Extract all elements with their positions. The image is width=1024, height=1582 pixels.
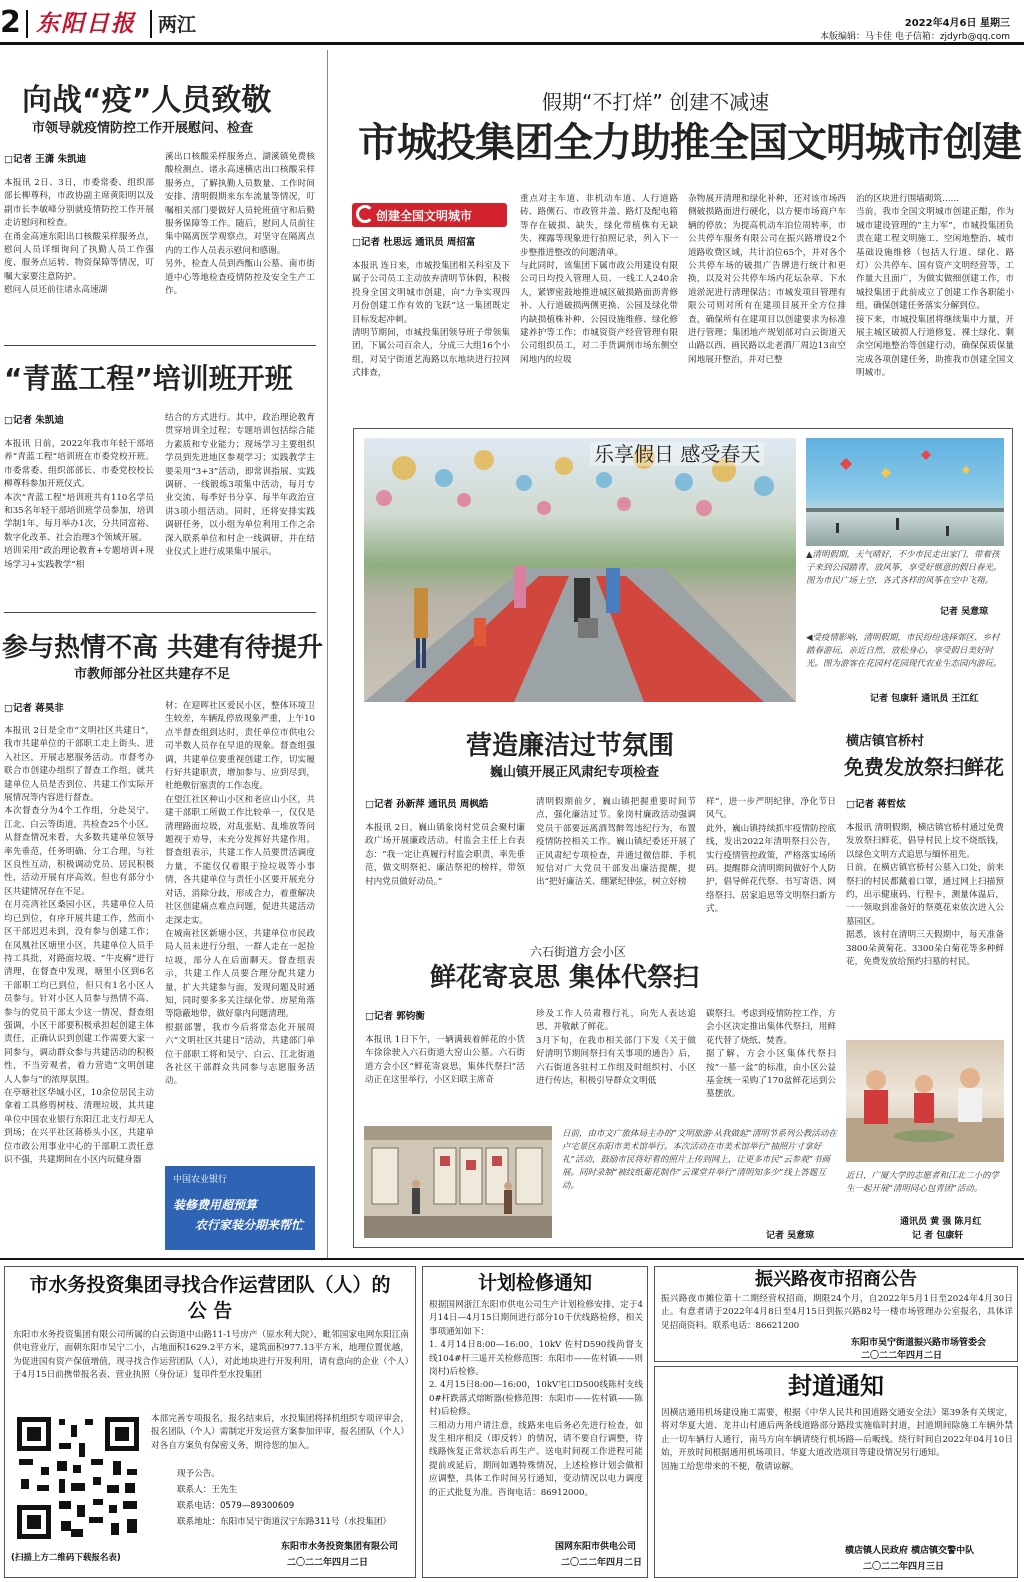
clean-subtitle: 巍山镇开展正风肃纪专项检查 xyxy=(490,765,660,780)
water-date: 二〇二二年四月二日 xyxy=(287,1558,369,1568)
water-contact-person: 联系人：王先生 xyxy=(177,1485,238,1495)
clean-title: 营造廉洁过节氛围 xyxy=(466,731,675,761)
road-notice-title: 封道通知 xyxy=(788,1372,884,1400)
water-notice-heading: 现予公告。 xyxy=(177,1469,220,1479)
park-caption: ◀受疫情影响，清明假期，市民纷纷选择郊区、乡村踏春游玩，亲近自然，放松身心，享受假日美好时光。图为游客在花园村花园现代农业生态园内游玩。 xyxy=(806,633,1002,669)
flowers-col1: 本报讯 1日下午，一辆满载着鲜花的小货车徐徐驶入六石街道大窑山公墓。六石街道方会小区“鲜花寄哀思，集体代祭扫”活动正在这里举行，小区妇联主席奇 xyxy=(365,1035,525,1086)
main-col2: 重点对主车道、非机动车道、人行道路砖、路侧石、市政管井盖、路灯及配电箱等存在破损、缺失，绿化带植株有无缺失、裸露等现象进行拍照记录，列入下一步整推进整改的问题清单。 与此同时，该集团下属市政公用建设有限公司日均投入管理人员、一线工人240余人，紧锣密鼓地推进城区破损路面沥青修补、人行道破损两侧更换、公园及绿化带内缺损植株补种、公园设施维修、绿化修建养护等工作；市城资资产经营管理有限公司组织员工，对二手货调剂市场东侧空闲地内的垃圾 xyxy=(520,194,678,365)
guanqiao-byline: □记者 蒋哲炫 xyxy=(846,799,906,810)
flowers-title: 鲜花寄哀思 集体代祭扫 xyxy=(430,963,700,993)
qinglan-col2: 结合的方式进行。其中，政治理论教育贯穿培训全过程；专题培训包括综合能力素质和专业能力；现场学习主要组织学员到先进地区参观学习；实践教学主要采用“3+3”活动，即常训指展、实践调研、一线锻炼3项集中活动，每月专业交流、每季好书分享、每半年政治宣讲3项小组活动。同时，还将安排实践调研任务，以小组为单位利用工作之余深入联系单位和村企一线调研，并在结业仪式上进行成果集中展示。 xyxy=(165,413,315,558)
badge-logo-icon xyxy=(356,205,374,223)
qr-code[interactable] xyxy=(13,1413,143,1543)
kite-caption: ▲清明假期，天气晴好，不少市民走出家门，带着孩子来到公园踏青、放风筝，享受好惬意的假日春光。图为市民广场上空，各式各样的风筝在空中飞翔。 xyxy=(806,550,1002,586)
qinglan-title: “青蓝工程”培训班开班 xyxy=(4,362,293,395)
photo-feature-title: 乐享假日 感受春天 xyxy=(590,442,764,466)
divider xyxy=(4,345,316,346)
qinglan-byline: □记者 朱凯迪 xyxy=(4,415,64,426)
exhibit-photo xyxy=(364,1126,552,1238)
epidemic-subtitle: 市领导就疫情防控工作开展慰问、检查 xyxy=(32,121,254,136)
flowers-col3: 碳祭扫。考虑到疫情防控工作，方会小区决定推出集体代祭扫，用鲜花代替了烧纸、焚香。 据了解，方会小区集体代祭扫按“一墓一盆”的标准，由小区公益基金统一采购了170盆鲜花运到公墓摆放。 xyxy=(706,1009,836,1100)
qr-caption: (扫描上方二维码下载报名表) xyxy=(11,1553,121,1563)
water-contact-address: 联系地址：东阳市吴宁街道汉宁东路311号（水投集团） xyxy=(177,1517,392,1527)
water-notice-title-2: 公 告 xyxy=(187,1300,233,1322)
bank-ad[interactable] xyxy=(165,1166,315,1250)
masthead xyxy=(0,0,1024,46)
market-notice xyxy=(654,1266,1018,1362)
guanqiao-title: 免费发放祭扫鲜花 xyxy=(844,755,1004,779)
ad-slogan-2: 农行家装分期来帮忙 xyxy=(195,1218,304,1232)
masthead-divider xyxy=(26,10,28,38)
water-contact-phone: 联系电话：0579—89300609 xyxy=(177,1501,295,1511)
divider xyxy=(4,612,316,613)
community-byline: □记者 蒋昊非 xyxy=(4,703,64,714)
community-title: 参与热情不高 共建有待提升 xyxy=(2,633,324,663)
road-date: 二〇二二年四月三日 xyxy=(863,1562,945,1572)
flowers-kicker: 六石街道方会小区 xyxy=(530,945,627,959)
water-signature: 东阳市水务投资集团有限公司 xyxy=(281,1542,399,1552)
water-notice-body: 东阳市水务投资集团有限公司所属的白云街道中山路11-1号房产（原水利大院），毗邻国家电网东阳江南供电营业厅，面朝东阳市吴宁二小，占地面积1629.2平方米，建筑面积977.13平方米，地理位置优越，为促进国有资产保值增值，现寻找合作运营团队（人），对此地块进行开发利用，请有意向的企业（个人）于4月15日前携带报名表、营业执照（身份证）复印件至水投集团 xyxy=(13,1330,409,1381)
power-notice xyxy=(422,1266,648,1578)
flowers-col2: 珍及工作人员肃穆行礼，向先人表达追思，并敬献了鲜花。 3月下旬，在我市相关部门下发《关于做好清明节期间祭扫有关事项的通告》后，六石街道各驻村工作组及时组织村、小区进行传达，积极引导群众文明低 xyxy=(536,1009,696,1087)
page-number: 2 xyxy=(0,5,21,40)
market-signature: 东阳市吴宁街道振兴路市场管委会 xyxy=(851,1338,987,1348)
water-notice-title-1: 市水务投资集团寻找合作运营团队（人）的 xyxy=(29,1274,391,1296)
qinglan-col1: 本报讯 日前，2022年我市年轻干部培养“青蓝工程”培训班在市委党校开班。市委常委、组织部部长、市委党校校长柳尊科参加开班仪式。 本次“青蓝工程”培训班共有110名学员和35名年轻干部培训班学员参加，培训学制1年，每月举办1次，分共同富裕、数字化改革、社会治理3个领域开展。 培训采用“政治理论教育+专题培训+现场学习+实践教学”相 xyxy=(4,439,154,570)
main-col4: 治的区块进行围墙砌筑…… 当前，我市全国文明城市创建正酣，作为城市建设管理的“主力军”，市城投集团负责在建工程文明施工、空闲地整治、城市基础设施维修（包括人行道、绿化、路灯）公共停车、国有资产文明经营等，工作量大且面广，为做实做细创建工作，市城投集团于此前成立了创建工作各职能小组，确保创建任务落实分解到位。 接下来，市城投集团将继续集中力量，开展主城区破损人行道修复、裸土绿化、剩余空闲地整治等创建行动，确保保质保量完成各项创建任务，助推我市创建全国文明城市。 xyxy=(856,194,1014,379)
exhibit-credit: 记者 吴意琼 xyxy=(766,1231,815,1241)
clean-col2: 清明假期前夕，巍山镇把握重要时间节点，强化廉洁过节。象岗村廉政活动强调党员干部要远离酒驾醉驾违纪行为，布置疫情防控相关工作。巍山镇纪委还开展了正风肃纪专项检查，并通过微信群、手机短信对广大党员干部发出廉洁提醒，提出“把好廉洁关、绷紧纪律弦，树立好榜 xyxy=(536,797,696,888)
road-notice xyxy=(654,1366,1018,1578)
main-byline: □记者 杜思远 通讯员 周招富 xyxy=(352,237,476,248)
guanqiao-body: 本报讯 清明假期，横店镇官桥村通过免费发放祭扫鲜花，倡导村民上坟不烧纸钱，以绿色文明方式追思与缅怀祖先。 日前，在横店镇官桥村公墓入口处，前来祭扫的村民都戴着口罩，通过网上扫描预约，出示健康码、行程卡，测量体温后，一一领取到准备好的祭奠花束依次进入公墓园区。 据悉，该村在清明三天假期中，每天准备3800朵黄菊花、3300朵白菊花等多种鲜花，免费发放给预约扫墓的村民。 xyxy=(846,823,1004,968)
issue-date: 2022年4月6日 星期三 xyxy=(904,18,1010,29)
section-name: 两江 xyxy=(158,14,197,36)
epidemic-col1: 本报讯 2日、3日，市委常委、组织部部长柳尊科，市政协副主席黄阳明以及副市长李敏峰分别就疫情防控工作开展走访慰问和检查。 在甬金高速东阳出口核酸采样服务点，慰问人员详细询问了执勤人员工作强度、服务点运转、物资保障等情况，叮嘱大家要注意防护。 慰问人员还前往诸永高速湖 xyxy=(4,178,154,296)
ad-slogan-1: 装修费用超预算 xyxy=(173,1198,258,1212)
epidemic-byline: □记者 王潇 朱凯迪 xyxy=(4,154,87,165)
civilization-badge xyxy=(352,203,507,227)
market-date: 二〇二二年四月二日 xyxy=(861,1351,943,1361)
community-col1: 本报讯 2日是全市“文明社区共建日”，我市共建单位的干部职工走上街头、进入社区，开展志愿服务活动。市督考办联合市创建办组织了督查工作组，就共建单位人员是否到位、共建工作实际开展情况等内容进行督查。 本次督查分为4个工作组，分赴吴宁、江北、白云等街道，共检查25个小区。从督查情况来看，大多数共建单位领导率先垂范，任务明确、分工合理，与社区良性互动，积极调动党员、居民积极性，活动开展有序高效。但也有部分小区共建情况存在不足。 在月亮湾社区桑园小区，共建单位人员均已到位，有序开展共建工作，然而小区干部迟迟未到，没有参与创建工作；在凤凰社区塘里小区，共建单位人员手持工具批，对路面垃圾、“牛皮癣”进行清理，在督查中发现，塘里小区到6名干部职工均已到位，但只有1名小区人员参与。针对小区人员参与热情不高、参与的党员干部太少这一情况，督查组强调，小区干部要积极承担起创建主体责任，正确认识到创建工作需要大家一同参与，调动群众参与共建活动的积极性，不当旁观者，着力营造“文明创建人人参与”的浓厚氛围。 在亭塘社区华城小区，10余位居民主动拿着工具修剪树枝、清理垃圾，其共建单位中国农业银行东阳江北支行却无人到场；在兴平社区蒋桥头小区，共建单位市政公用事业中心的干部职工责任意识不强，共建期间在小区内玩健身器 xyxy=(4,726,154,1165)
road-notice-body: 因横店通用机场建设施工需要，根据《中华人民共和国道路交通安全法》第39条有关规定，将对华夏大道、龙井山村通后两条线道路部分路段实施临时封道，封道期间除施工车辆外禁止一切车辆行人通行，南马方向车辆请绕行机场路—后畈线。绕行时间自2022年04月10日始，开放时间根据通用机场项目、华夏大道改造项目等建设情况另行通知。 因施工给您带来的不便，敬请谅解。 xyxy=(661,1408,1013,1472)
power-signature: 国网东阳市供电公司 xyxy=(555,1542,637,1552)
clean-col1: 本报讯 2日，巍山镇象岗村党员会聚村廉政广场开展廉政活动。村监会主任上台表态：“我一定让真履行村监会职责，率先垂范，做文明祭祀、廉洁祭祀的榜样，带领村内党员做好动员。” xyxy=(365,823,525,887)
main-col1: 本报讯 连日来，市城投集团相关科室及下属子公司员工主动放弃清明节休假，积极投身全国文明城市创建，向“力争实现四月份创建工作有效的飞跃”这一集团既定目标发起冲刺。 清明节期间，市城投集团领导班子带领集团，下属公司百余人，分成三大组16个小组，对吴宁街道艺海路以东地块进行拉网式排查， xyxy=(352,261,510,379)
main-title: 市城投集团全力助推全国文明城市创建 xyxy=(358,120,1021,166)
park-scene-illustration xyxy=(364,438,796,702)
masthead-rule xyxy=(0,42,1024,45)
power-notice-title: 计划检修通知 xyxy=(477,1272,592,1294)
power-date: 二〇二二年四月二日 xyxy=(561,1558,643,1568)
exhibit-scene-illustration xyxy=(364,1126,552,1238)
water-notice xyxy=(4,1266,416,1578)
kite-credit: 记者 吴意琼 xyxy=(940,607,989,617)
flowers-byline: □记者 郭钧衡 xyxy=(365,1011,425,1022)
clean-col3: 样”，进一步严明纪律，净化节日风气。 此外，巍山镇持续抓牢疫情防控底线，发出2022年清明祭扫公告，实行疫情管控政策，严格落实场所码。提醒群众清明期间做好个人防护，倡导鲜花代祭、书写寄语、网络祭扫、居家追思等文明祭扫新方式。 xyxy=(706,797,836,915)
road-signature: 横店镇人民政府 横店镇交警中队 xyxy=(845,1546,975,1556)
main-kicker: 假期“不打烊” 创建不减速 xyxy=(542,90,770,114)
community-col2: 材；在迎晖社区爱民小区，整体环境卫生较差，车辆乱停放现象严重，上午10点半督查组到达时，责任单位市供电公司半数人员存在早退的现象。督查组强调，共建单位要重视创建工作，切实履行好共建职责，增加参与、应到尽到，杜绝敷衍塞责的工作态度。 在望江社区种山小区和老应山小区，共建干部职工所做工作比较单一，仅仅是清理路面垃圾，对乱张贴、乱堆放等问题视于劝导，未充分发挥好共建作用。督查组表示，共建工作人员要贯活调度力量，不能仅仅着眼于捡垃圾等小事情，各共建单位与责任小区要开展充分对话，消除分歧，形成合力，着重解决社区创建痛点难点问题，促进共建活动走深走实。 在城南社区新塘小区，共建单位市民政局人员未进行分组，一群人走在一起捡垃圾，部分人在后面聊天。督查组表示，共建工作人员要合理分配共建力量，扩大共建参与面，发现问题及时通知，同时要多多关注绿化带、房屋角落等隐蔽地带，做好靠内问题清理。 根据部署，我市今后将常态化开展周六“文明社区共建日”活动，共建部门单位干部职工将和吴宁、白云、江北街道各社区干部群众共同参与志愿服务活动。 xyxy=(165,701,315,1087)
badge-label: 创建全国文明城市 xyxy=(376,209,473,223)
paper-name: 东阳日报 xyxy=(36,10,136,37)
qr-code-icon xyxy=(13,1413,143,1543)
community-subtitle: 市教师部分社区共建存不足 xyxy=(74,667,231,682)
clean-byline: □记者 孙新萍 通讯员 周枫皓 xyxy=(365,799,489,810)
editor-info: 本版编辑：马卡佳 电子信箱：zjdyrb@qq.com xyxy=(819,32,1010,42)
kids-credit-1: 通讯员 黄 强 陈月红 xyxy=(900,1217,982,1227)
kite-scene-illustration xyxy=(806,438,1004,546)
kite-photo xyxy=(806,438,1004,546)
water-notice-body-2: 本部完善专项报名，报名结束后，水投集团将择机组织专项评审会，报名团队（个人）需制定开发运营方案参加评审，报名团队（个人）对各自方案负有保密义务，期待您的加入。 xyxy=(151,1414,409,1451)
bank-logo: 中国农业银行 xyxy=(173,1175,228,1185)
park-photo xyxy=(364,438,796,702)
exhibit-caption: 日前，由市文广旅体局主办的“文明旅游·从我做起”清明节系列公教活动在卢宅景区东阳市美术馆举行。本次活动在市美术馆举行“抽照片寸拿好礼”活动，鼓励市民将好看的照片上传到网上，让更多市民“云参观”书画展。同时录制“被纹纸葡花制作”云课堂并举行“清明知多少”线上答题互动。 xyxy=(562,1129,837,1191)
epidemic-title: 向战“疫”人员致敬 xyxy=(22,83,272,118)
main-col3: 杂物展开清理和绿化补种，还对该市场西侧破损路面进行硬化，以方便市场商户车辆的停放；为提高机动车泊位周转率，市公共停车服务有限公司在振兴路增设2个道路收费区域，共计泊位65个，并对各个公共停车场的破损广告牌进行统计和更换，以及对公共停车场内花坛杂草、下水道淤泥进行清理保洁；市城发项目管理有限公司则对所有在建项目展开全方位排查，确保所有在建项目以创建要求为标准进行管理；集团地产规划部对白云街道天山路以西、画民路以北老酒厂周边13亩空闲地展开整治，并对已整 xyxy=(688,194,846,365)
kids-photo xyxy=(846,1040,1004,1162)
market-notice-title: 振兴路夜市招商公告 xyxy=(755,1269,917,1290)
kids-credit-2: 记 者 包康轩 xyxy=(912,1231,964,1241)
market-notice-body: 振兴路夜市摊位第十二期经营权招商，期限24个月，自2022年5月1日至2024年4月30日止。有意者请于2022年4月8日至4月15日到振兴路82号一楼市场管理办公室报名，具体详见招商资料。联系电话：86621200 xyxy=(661,1294,1013,1331)
kids-caption: 近日，广厦大学的志愿者和江北二小的学生一起开展“清明同心包青团”活动。 xyxy=(846,1171,1000,1194)
guanqiao-kicker: 横店镇官桥村 xyxy=(846,734,925,749)
park-credit: 记者 包康轩 通讯员 王江红 xyxy=(870,694,979,704)
notices-top-rule xyxy=(0,1258,1024,1260)
kids-scene-illustration xyxy=(846,1040,1004,1162)
masthead-divider-2 xyxy=(150,10,152,38)
power-notice-body: 根据国网浙江东阳市供电公司生产计划检修安排，定于4月14日—4月15日期间进行部分10千伏线路检修，相关事项通知如下： 1. 4月14日8:00—16:00，10kV 佐村D590线尚督支线104#杆三遥开关检修范围：东阳市——佐村镇——则岗村)后检修。 2. 4月15日8:00—16:00，10kV宅口D500线陈村支线0#杆跌落式熔断器(检修范围：东阳市——佐村镇——陈村)后检修。 三相动力用户请注意，线路来电后务必先进行检查，如发生相序相反（即反转）的情况，请不要自行调整，待线路恢复正常状态后再生产。送电时间视工作进程可能提前或延后，期间如遇特殊情况，上述检修计划会做相应调整，具体工作时间另行通知，变动情况以电力调度的正式批复为准。咨询电话：86912000。 xyxy=(429,1300,643,1498)
epidemic-col2: 溪出口核酸采样服务点、湖溪镇免费核酸检测点、诸永高速横店出口核酸采样服务点，了解执勤人员数量、工作时间安排、清明假期来东车流量等情况，叮嘱相关部门要做好人员轮班值守和后勤服务保障等工作。随后，慰问人员前往集中隔离医学观察点，对坚守在隔离点内的工作人员表示慰问和感谢。 另外，检查人员到西甑山公墓、南市街道中心等地检查疫情防控及安全生产工作。 xyxy=(165,152,315,297)
column-rule xyxy=(327,50,328,1260)
